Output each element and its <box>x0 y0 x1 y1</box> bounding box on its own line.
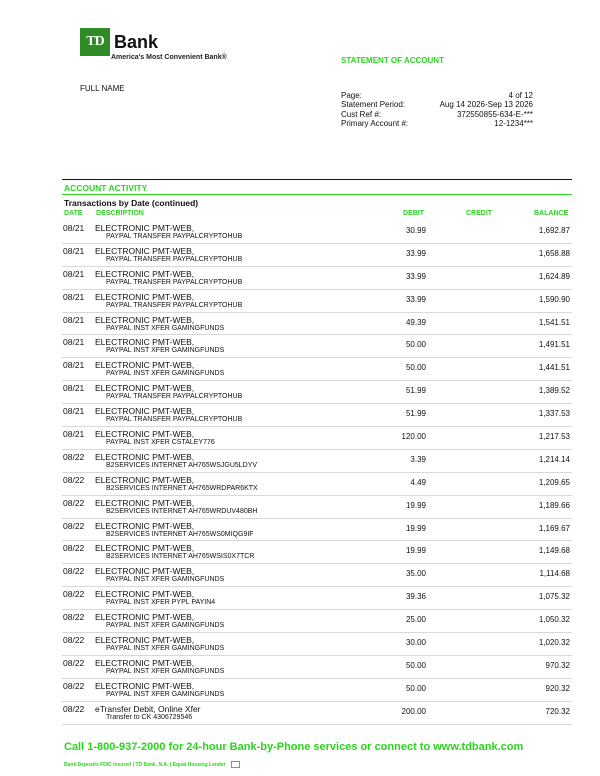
tx-balance: 720.32 <box>545 706 570 716</box>
tx-debit: 120.00 <box>401 432 426 442</box>
statement-meta <box>341 91 533 128</box>
tx-description: ELECTRONIC PMT-WEB, <box>95 474 195 485</box>
tx-description-detail: PAYPAL TRANSFER PAYPALCRYPTOHUB <box>106 255 243 263</box>
tx-balance: 1,389.52 <box>538 386 570 396</box>
tx-date: 08/22 <box>63 451 85 462</box>
tx-description: ELECTRONIC PMT-WEB, <box>95 360 195 371</box>
tx-description-detail: PAYPAL INST XFER GAMINGFUNDS <box>106 324 225 332</box>
table-row <box>62 244 572 267</box>
meta-row-period <box>341 100 533 109</box>
meta-label: Page: <box>341 91 362 100</box>
tx-date: 08/21 <box>63 383 85 394</box>
meta-value: 372550855-634-E-*** <box>456 109 533 119</box>
tx-date: 08/21 <box>63 223 85 233</box>
tx-description-detail: PAYPAL INST XFER GAMINGFUNDS <box>106 645 225 653</box>
footer-fine-print <box>64 761 240 768</box>
tx-balance: 1,214.14 <box>538 454 570 464</box>
tx-date: 08/21 <box>63 314 85 325</box>
tx-date: 08/21 <box>63 429 85 440</box>
tx-description: ELECTRONIC PMT-WEB, <box>95 268 195 279</box>
col-header-balance: BALANCE <box>534 210 569 217</box>
tx-description-detail: PAYPAL INST XFER GAMINGFUNDS <box>106 370 225 378</box>
tx-balance: 1,541.51 <box>538 317 570 327</box>
tx-description-detail: B2SERVICES INTERNET AH765WS0MIQG9IF <box>106 530 254 538</box>
section-underline <box>62 194 572 195</box>
tx-date: 08/22 <box>63 543 85 554</box>
table-row <box>62 610 572 633</box>
meta-value: 4 of 12 <box>508 91 533 100</box>
tx-debit: 50.00 <box>405 363 426 373</box>
customer-name: FULL NAME <box>80 84 125 93</box>
table-row <box>62 679 572 702</box>
table-row <box>62 519 572 542</box>
col-header-debit: DEBIT <box>403 210 424 217</box>
brand-name: Bank <box>114 31 159 52</box>
tx-description: ELECTRONIC PMT-WEB, <box>95 429 195 440</box>
tx-description: ELECTRONIC PMT-WEB, <box>95 520 195 531</box>
tx-debit: 19.99 <box>405 500 426 510</box>
tx-date: 08/22 <box>63 612 85 623</box>
table-row <box>62 427 572 450</box>
table-row <box>62 335 572 358</box>
table-row <box>62 702 572 725</box>
tx-debit: 49.39 <box>405 317 426 327</box>
tx-date: 08/21 <box>63 245 85 256</box>
col-header-credit: CREDIT <box>466 210 493 217</box>
tx-description: ELECTRONIC PMT-WEB, <box>95 245 195 256</box>
meta-value: Aug 14 2026-Sep 13 2026 <box>439 100 533 110</box>
td-bank-logo <box>80 28 158 56</box>
tx-date: 08/21 <box>63 337 85 348</box>
tx-balance: 1,217.53 <box>538 432 570 442</box>
tx-description-detail: Transfer to CK 4306729546 <box>106 713 193 721</box>
table-row <box>62 404 572 427</box>
tx-balance: 1,020.32 <box>538 638 570 648</box>
tx-debit: 33.99 <box>405 271 426 281</box>
tx-debit: 50.00 <box>405 340 426 350</box>
meta-label: Statement Period: <box>341 100 406 110</box>
tx-debit: 30.00 <box>405 638 426 648</box>
tx-description: ELECTRONIC PMT-WEB, <box>95 223 195 233</box>
tx-debit: 33.99 <box>405 294 426 304</box>
equal-housing-icon <box>231 761 240 768</box>
tx-description: ELECTRONIC PMT-WEB, <box>95 657 195 668</box>
tx-balance: 1,441.51 <box>538 363 570 373</box>
tx-date: 08/22 <box>63 566 85 577</box>
tx-balance: 1,590.90 <box>538 294 570 304</box>
tx-date: 08/22 <box>63 474 85 485</box>
table-row <box>62 587 572 610</box>
tx-description-detail: B2SERVICES INTERNET AH765WRDUV480BH <box>106 507 258 515</box>
tx-balance: 1,337.53 <box>538 409 570 419</box>
transactions-table <box>62 221 572 725</box>
phone-banner: Call 1-800-937-2000 for 24-hour Bank-by-Phone services or connect to www.tdbank.com <box>64 741 524 753</box>
tx-description-detail: PAYPAL INST XFER CSTALEY776 <box>106 439 215 447</box>
table-row <box>62 313 572 336</box>
table-row <box>62 564 572 587</box>
tagline: America's Most Convenient Bank® <box>111 54 227 61</box>
tx-debit: 50.00 <box>405 660 426 670</box>
tx-description: ELECTRONIC PMT-WEB, <box>95 543 195 554</box>
tx-balance: 970.32 <box>545 660 570 670</box>
table-row <box>62 656 572 679</box>
tx-balance: 1,169.67 <box>538 523 570 533</box>
tx-description: ELECTRONIC PMT-WEB, <box>95 635 195 646</box>
tx-balance: 1,658.88 <box>538 248 570 258</box>
tx-description-detail: PAYPAL TRANSFER PAYPALCRYPTOHUB <box>106 416 243 424</box>
tx-description: eTransfer Debit, Online Xfer <box>95 703 201 714</box>
meta-row-account <box>341 119 533 128</box>
tx-description: ELECTRONIC PMT-WEB, <box>95 337 195 348</box>
tx-balance: 1,624.89 <box>538 271 570 281</box>
table-row <box>62 290 572 313</box>
tx-description: ELECTRONIC PMT-WEB, <box>95 680 195 691</box>
tx-debit: 51.99 <box>405 386 426 396</box>
table-row <box>62 633 572 656</box>
tx-description: ELECTRONIC PMT-WEB, <box>95 451 195 462</box>
tx-balance: 1,114.68 <box>539 569 570 579</box>
meta-row-page <box>341 91 533 100</box>
table-row <box>62 541 572 564</box>
tx-description: ELECTRONIC PMT-WEB, <box>95 383 195 394</box>
tx-description-detail: PAYPAL INST XFER GAMINGFUNDS <box>106 667 225 675</box>
tx-debit: 4.49 <box>410 477 426 487</box>
tx-balance: 1,050.32 <box>538 615 570 625</box>
tx-description: ELECTRONIC PMT-WEB, <box>95 497 195 508</box>
tx-debit: 19.99 <box>405 546 426 556</box>
col-header-date: DATE <box>64 210 83 217</box>
tx-description-detail: B2SERVICES INTERNET AH765WSJGU5LDYV <box>106 461 258 469</box>
tx-description-detail: B2SERVICES INTERNET AH765WRDPAR6KTX <box>106 484 258 492</box>
tx-debit: 200.00 <box>401 706 426 716</box>
tx-debit: 19.99 <box>405 523 426 533</box>
tx-date: 08/21 <box>63 360 85 371</box>
meta-row-cust-ref <box>341 110 533 119</box>
tx-date: 08/22 <box>63 657 85 668</box>
tx-balance: 1,075.32 <box>538 592 570 602</box>
tx-debit: 25.00 <box>405 615 426 625</box>
meta-label: Cust Ref #: <box>341 109 382 119</box>
tx-balance: 1,692.87 <box>538 226 570 235</box>
table-row <box>62 496 572 519</box>
transactions-subtitle: Transactions by Date (continued) <box>64 198 199 208</box>
meta-label: Primary Account #: <box>341 118 409 128</box>
table-row <box>62 450 572 473</box>
tx-description-detail: PAYPAL INST XFER GAMINGFUNDS <box>106 622 225 630</box>
tx-description: ELECTRONIC PMT-WEB, <box>95 589 195 600</box>
section-divider <box>62 179 572 180</box>
td-logo-mark: TD <box>80 28 110 56</box>
tx-description: ELECTRONIC PMT-WEB, <box>95 291 195 302</box>
tx-description-detail: PAYPAL INST XFER GAMINGFUNDS <box>106 576 225 584</box>
tx-date: 08/22 <box>63 680 85 691</box>
table-row <box>62 221 572 244</box>
tx-date: 08/21 <box>63 268 85 279</box>
table-row <box>62 473 572 496</box>
table-row <box>62 267 572 290</box>
tx-description-detail: PAYPAL TRANSFER PAYPALCRYPTOHUB <box>106 301 243 309</box>
tx-description-detail: PAYPAL INST XFER GAMINGFUNDS <box>106 347 225 355</box>
tx-date: 08/21 <box>63 291 85 302</box>
tx-description-detail: PAYPAL TRANSFER PAYPALCRYPTOHUB <box>106 393 243 401</box>
tx-date: 08/21 <box>63 406 85 417</box>
col-header-description: DESCRIPTION <box>96 210 144 217</box>
tx-debit: 3.39 <box>410 454 426 464</box>
meta-value: 12-1234*** <box>494 118 533 128</box>
tx-date: 08/22 <box>63 589 85 600</box>
tx-description-detail: PAYPAL TRANSFER PAYPALCRYPTOHUB <box>106 278 243 286</box>
tx-description: ELECTRONIC PMT-WEB, <box>95 612 195 623</box>
tx-description-detail: PAYPAL INST XFER PYPL PAYIN4 <box>106 599 216 607</box>
tx-balance: 1,149.68 <box>538 546 570 556</box>
tx-date: 08/22 <box>63 703 85 714</box>
tx-date: 08/22 <box>63 635 85 646</box>
tx-debit: 30.99 <box>405 226 426 235</box>
tx-description-detail: PAYPAL INST XFER GAMINGFUNDS <box>106 690 225 698</box>
table-row <box>62 381 572 404</box>
tx-balance: 1,189.66 <box>538 500 570 510</box>
tx-date: 08/22 <box>63 497 85 508</box>
tx-debit: 35.00 <box>405 569 426 579</box>
section-title: ACCOUNT ACTIVITY <box>64 183 148 193</box>
table-row <box>62 358 572 381</box>
tx-debit: 33.99 <box>405 248 426 258</box>
tx-description: ELECTRONIC PMT-WEB, <box>95 314 195 325</box>
tx-description: ELECTRONIC PMT-WEB, <box>95 406 195 417</box>
tx-description-detail: PAYPAL TRANSFER PAYPALCRYPTOHUB <box>106 233 243 240</box>
tx-description-detail: B2SERVICES INTERNET AH765WSIS0X7TCR <box>106 553 255 561</box>
tx-date: 08/22 <box>63 520 85 531</box>
fine-print-text: Bank Deposits FDIC Insured | TD Bank, N.A. | Equal Housing Lender <box>64 761 226 768</box>
tx-balance: 1,209.65 <box>538 477 570 487</box>
tx-debit: 50.00 <box>405 683 426 693</box>
tx-debit: 51.99 <box>405 409 426 419</box>
statement-title: STATEMENT OF ACCOUNT <box>341 56 444 65</box>
tx-description: ELECTRONIC PMT-WEB, <box>95 566 195 577</box>
tx-debit: 39.36 <box>405 592 426 602</box>
tx-balance: 920.32 <box>545 683 570 693</box>
tx-balance: 1,491.51 <box>538 340 570 350</box>
